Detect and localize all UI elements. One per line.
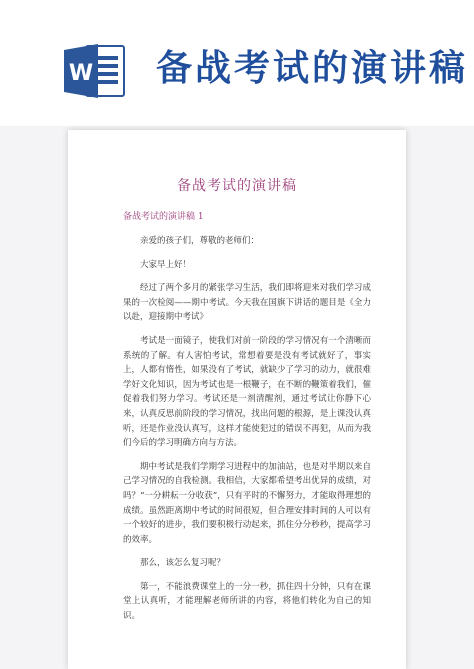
banner-title: 备战考试的演讲稿 [156, 48, 469, 89]
svg-text:W: W [68, 61, 94, 86]
word-document-icon [64, 42, 126, 100]
section-heading: 备战考试的演讲稿 1 [123, 212, 204, 222]
paragraph: 那么，该怎么复习呢？ [140, 558, 226, 569]
document-page [68, 130, 406, 669]
paragraph: 第一，不能浪费课堂上的一分一秒，抓住四十分钟，只有在课堂上认真听，才能理解老师所讲的内容，将他们转化为自己的知识。 [123, 581, 371, 622]
header-banner [0, 0, 474, 126]
paragraph: 亲爱的孩子们，尊敬的老师们： [140, 236, 260, 246]
document-body [123, 234, 371, 633]
paragraph: 期中考试是我们学期学习进程中的加油站，也是对半期以来自己学习情况的自我检测。我相信，大家都希望考出优异的成绩，对吗？“一分耕耘一分收获”，只有平时的不懈努力，才能取得理想的成绩。虽然距离期中考试的时间很短，但合理安排时间的人可以有一个较好的进步，我们要积极行动起来，抓住分分秒秒，提高学习的效率。 [123, 461, 371, 545]
paragraph: 大家早上好！ [140, 259, 192, 270]
document-title: 备战考试的演讲稿 [177, 178, 297, 194]
paragraph: 经过了两个多月的紧张学习生活，我们即将迎来对我们学习成果的一次检阅——期中考试。今天我在国旗下讲话的题目是《全力以赴，迎接期中考试》 [123, 283, 371, 323]
paragraph: 考试是一面镜子，使我们对前一阶段的学习情况有一个清晰而系统的了解。有人害怕考试，常想着要是没有考试就好了，事实上，人都有惰性，如果没有了考试，就缺少了学习的动力，就很难学好文化知识，因为考试也是一根鞭子，在不断的鞭策着我们，催促着我们努力学习。考试还是一剂清醒剂，通过考试让你静下心来，认真反思前阶段的学习情况，找出问题的根源，是上课没认真听，还是作业没认真写，这样才能使犯过的错误不再犯，从而为我们今后的学习明确方向与方法。 [123, 335, 371, 449]
